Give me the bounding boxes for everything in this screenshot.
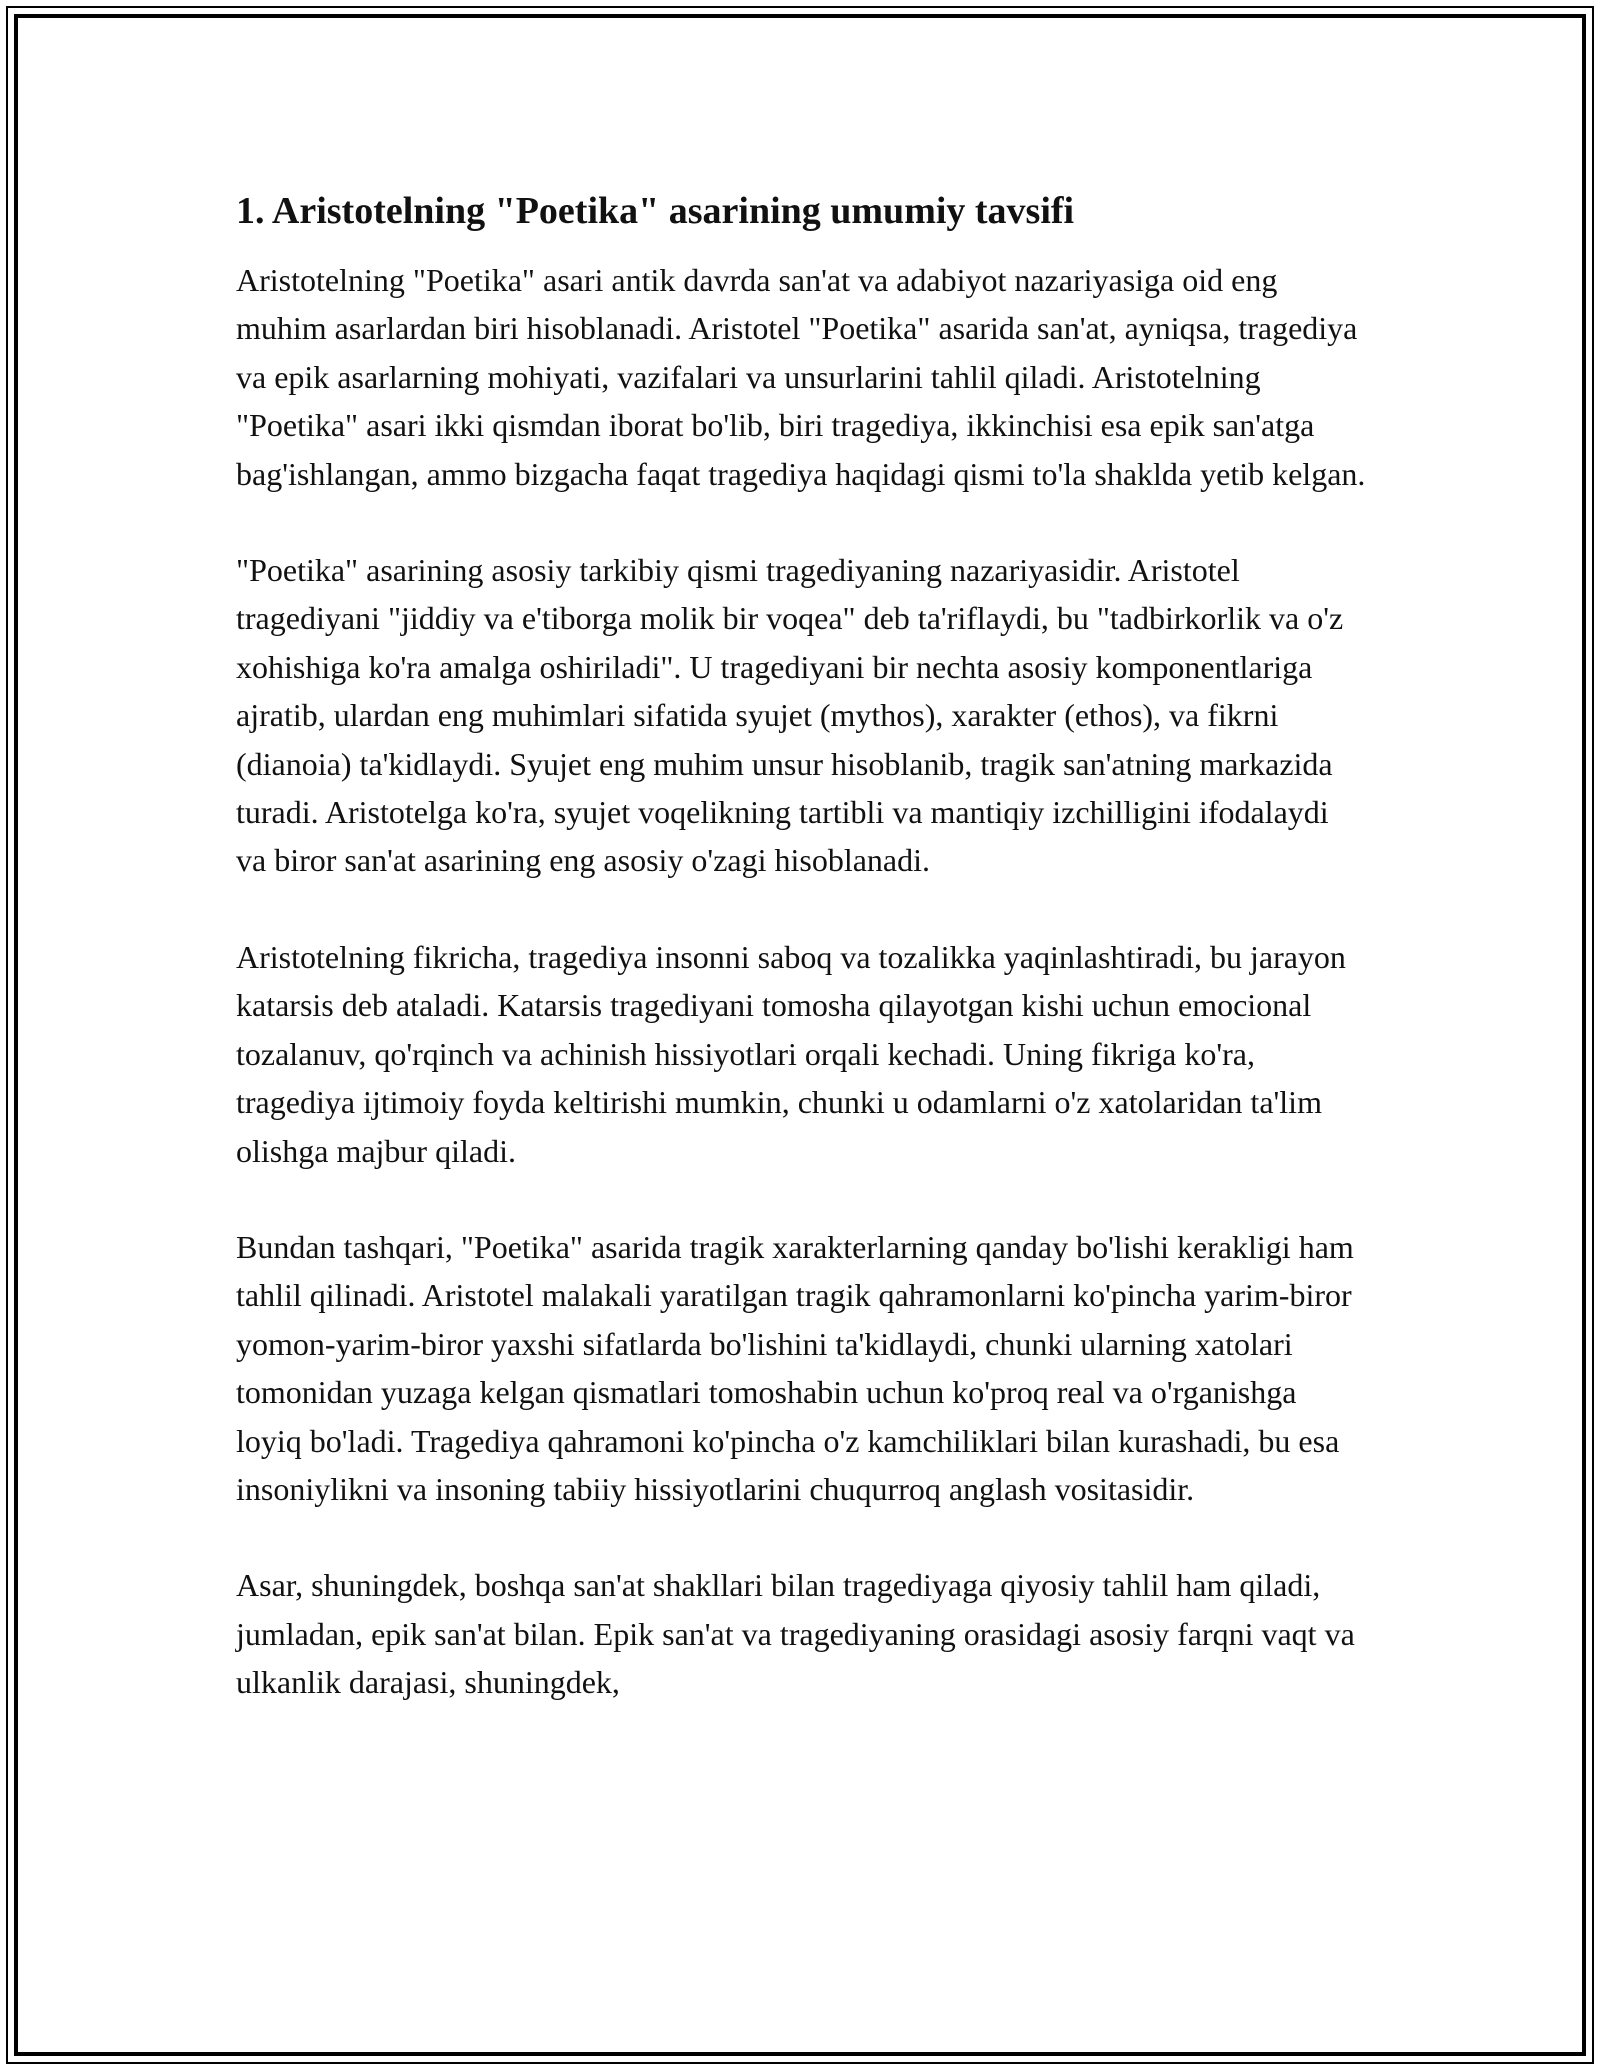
paragraph-3: Aristotelning fikricha, tragediya insonni saboq va tozalikka yaqinlashtiradi, bu jarayon katarsis deb ataladi. Katarsis tragediyani tomosha qilayotgan kishi uchun emocional tozalanuv, qo'rqinch va achinish hissiyotlari orqali kechadi. Uning fikriga ko'ra, tragediya ijtimoiy foyda keltirishi mumkin, chunki u odamlarni o'z xatolaridan ta'lim olishga majbur qiladi. (236, 938, 1346, 1169)
paragraph-1: Aristotelning "Poetika" asari antik davrda san'at va adabiyot nazariyasiga oid eng muhim asarlardan biri hisoblanadi. Aristotel "Poetika" asarida san'at, ayniqsa, tragediya va epik asarlarning mohiyati, vazifalari va unsurlarini tahlil qiladi. Aristotelning "Poetika" asari ikki qismdan iborat bo'lib, biri tragediya, ikkinchisi esa epik san'atga bag'ishlangan, ammo bizgacha faqat tragediya haqidagi qismi to'la shaklda yetib kelgan. (236, 262, 1366, 492)
section-heading: 1. Aristotelning "Poetika" asarining umumiy tavsifi (236, 190, 1075, 232)
paragraph-2: "Poetika" asarining asosiy tarkibiy qismi tragediyaning nazariyasidir. Aristotel tragediyani "jiddiy va e'tiborga molik bir voqea" deb ta'riflaydi, bu "tadbirkorlik va o'z xohishiga ko'ra amalga oshiriladi". U tragediyani bir nechta asosiy komponentlariga ajratib, ulardan eng muhimlari sifatida syujet (mythos), xarakter (ethos), va fikrni (dianoia) ta'kidlaydi. Syujet eng muhim unsur hisoblanib, tragik san'atning markazida turadi. Aristotelga ko'ra, syujet voqelikning tartibli va mantiqiy izchilligini ifodalaydi va biror san'at asarining eng asosiy o'zagi hisoblanadi. (236, 552, 1344, 879)
paragraph-5: Asar, shuningdek, boshqa san'at shakllari bilan tragediyaga qiyosiy tahlil ham qiladi, jumladan, epik san'at bilan. Epik san'at va tragediyaning orasidagi asosiy farqni vaqt va ulkanlik darajasi, shuningdek, (236, 1567, 1355, 1701)
paragraph-4: Bundan tashqari, "Poetika" asarida tragik xarakterlarning qanday bo'lishi kerakligi ham tahlil qilinadi. Aristotel malakali yaratilgan tragik qahramonlarni ko'pincha yarim-biror yomon-yarim-biror yaxshi sifatlarda bo'lishini ta'kidlaydi, chunki ularning xatolari tomonidan yuzaga kelgan qismatlari tomoshabin uchun ko'proq real va o'rganishga loyiq bo'ladi. Tragediya qahramoni ko'pincha o'z kamchiliklari bilan kurashadi, bu esa insoniylikni va insoning tabiiy hissiyotlarini chuqurroq anglash vositasidir. (236, 1228, 1354, 1507)
document-body (236, 186, 1366, 1707)
